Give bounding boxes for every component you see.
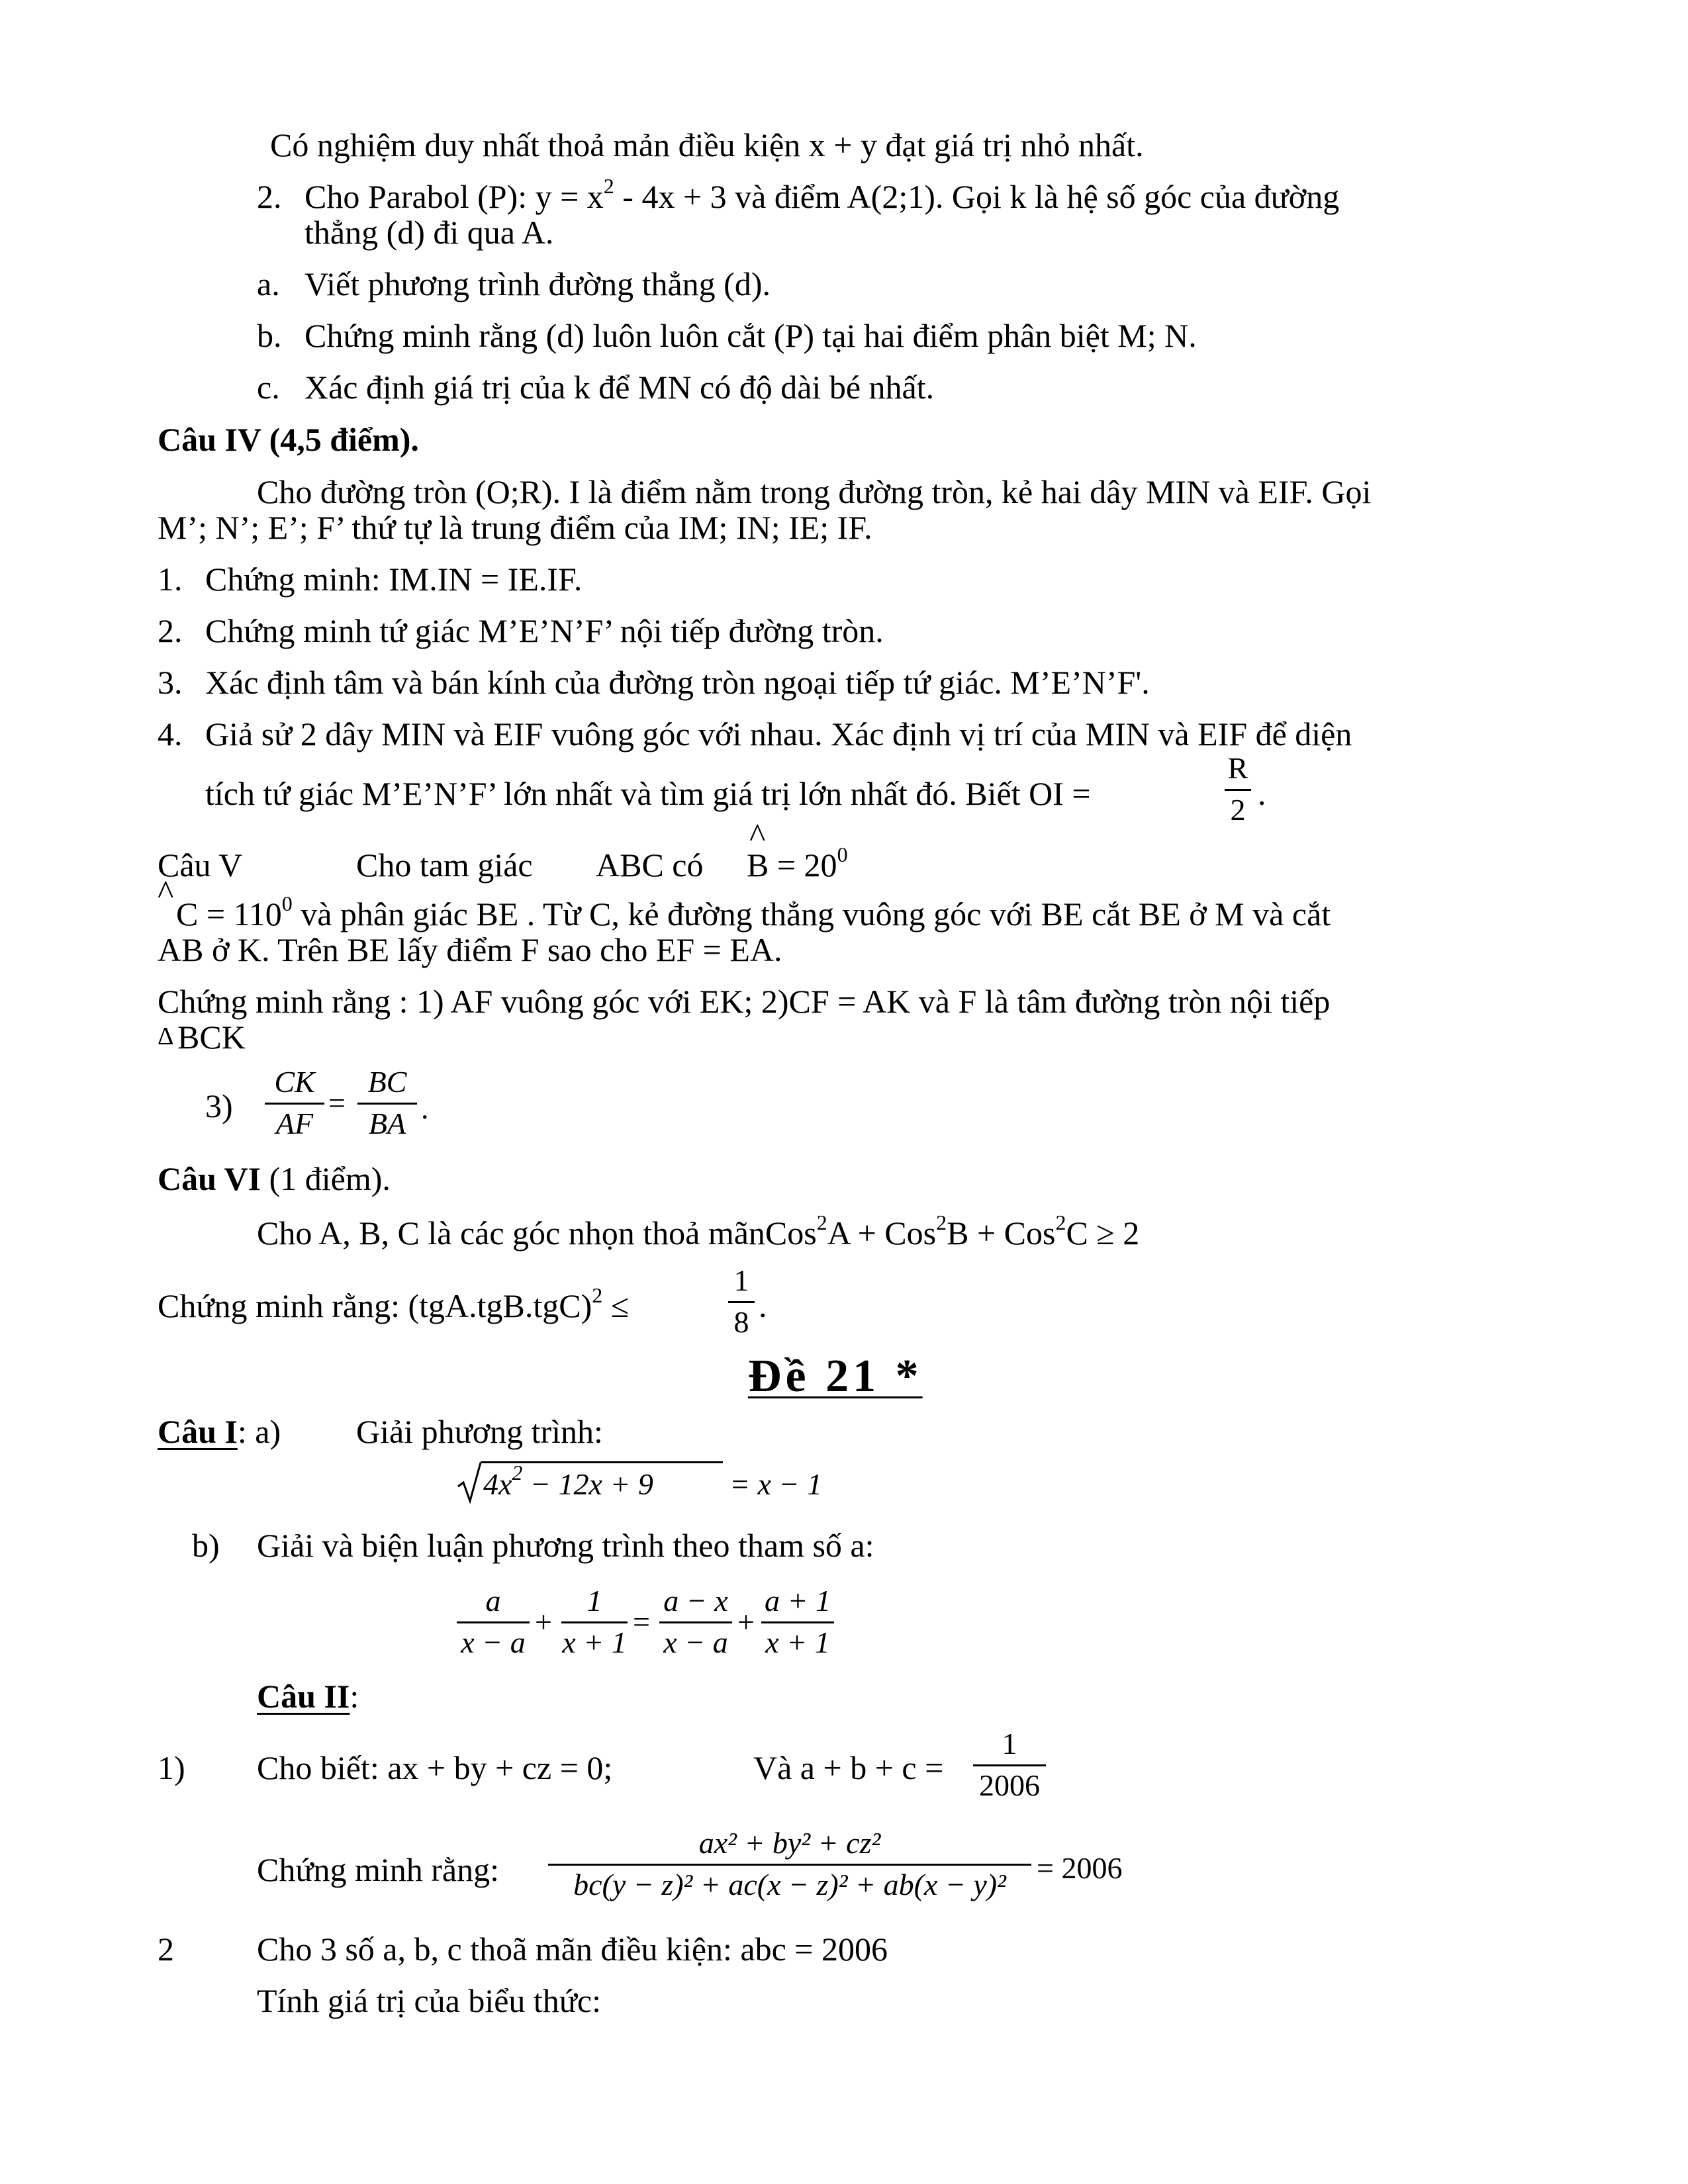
text-line <box>158 1283 630 1325</box>
superscript: 2 <box>603 174 614 198</box>
fraction-a-over-x-minus-a <box>457 1584 530 1659</box>
denominator: 2006 <box>979 1768 1040 1802</box>
text: . <box>1258 775 1266 812</box>
list-number: 2. <box>257 178 282 215</box>
text-line <box>205 715 1352 753</box>
text: M’; N’; E’; F’ thứ tự là trung điểm của IM; IN; IE; IF. <box>158 509 872 546</box>
list-item <box>158 663 183 702</box>
list-number: 3. <box>158 664 183 701</box>
fraction-bar <box>265 1103 324 1105</box>
rhs: = x − 1 <box>729 1467 822 1501</box>
list-number: a. <box>257 265 280 302</box>
text: - 4x + 3 và điểm A(2;1). Gọi k là hệ số góc của đường <box>614 178 1340 215</box>
fraction-1-over-2006 <box>973 1727 1046 1802</box>
text: B = 20 <box>747 846 837 884</box>
big-fraction <box>548 1827 1031 1901</box>
plus-sign <box>737 1604 755 1639</box>
radicand <box>483 1461 653 1502</box>
list-number: c. <box>257 369 280 406</box>
list-item <box>257 177 282 216</box>
text-line <box>305 213 553 251</box>
text: tích tứ giác M’E’N’F’ lớn nhất và tìm giá trị lớn nhất đó. Biết OI = <box>205 775 1091 812</box>
text-line <box>305 368 934 406</box>
fraction-bar <box>728 1301 755 1303</box>
title-text: Đề 21 * <box>748 1351 923 1402</box>
text: B + Cos <box>947 1214 1056 1251</box>
fraction-1-over-x-plus-1 <box>561 1584 628 1659</box>
numerator: BC <box>367 1065 407 1099</box>
denominator: 2 <box>1230 793 1246 827</box>
heading-text: Câu II <box>257 1678 350 1715</box>
superscript: 0 <box>281 891 293 915</box>
denominator: bc(y − z)² + ac(x − z)² + ab(x − y)² <box>573 1868 1006 1901</box>
angle-hat-icon: ^ <box>158 874 174 912</box>
section-heading <box>257 1677 359 1715</box>
text-line <box>305 174 1340 216</box>
text: Có nghiệm duy nhất thoả mản điều kiện x + y đạt giá trị nhỏ nhất. <box>270 126 1144 163</box>
denominator: x − a <box>461 1625 526 1659</box>
text-line <box>158 931 782 969</box>
denominator: BA <box>368 1107 406 1140</box>
text: Cho tam giác <box>356 846 533 884</box>
text-line <box>257 1930 888 1968</box>
text: A + Cos <box>827 1214 937 1251</box>
text-line <box>158 1412 281 1451</box>
fraction-bar <box>659 1621 732 1623</box>
text-line <box>759 1287 767 1325</box>
list-number: 2. <box>158 612 183 649</box>
list-item <box>158 612 183 650</box>
text: 3) <box>205 1087 233 1124</box>
fraction-bar <box>548 1864 1031 1866</box>
fraction-ck-over-af <box>265 1066 324 1140</box>
text-line <box>158 508 872 547</box>
text: Tính giá trị của biểu thức: <box>257 1982 601 2019</box>
superscript: 0 <box>837 842 848 866</box>
fraction-bar <box>357 1103 417 1105</box>
angle-hat-icon: ^ <box>749 817 766 855</box>
fraction-bar <box>457 1621 530 1623</box>
text-line <box>257 1210 1140 1252</box>
text-line <box>205 1087 233 1125</box>
fraction-a-plus-1-over-x-plus-1 <box>761 1584 834 1659</box>
numerator: a − x <box>663 1584 728 1617</box>
sqrt-sign-icon <box>457 1460 483 1506</box>
text-line <box>257 1526 874 1565</box>
superscript: 2 <box>1055 1210 1066 1234</box>
text-line <box>205 560 582 598</box>
numerator: 1 <box>1002 1727 1017 1760</box>
text: C ≥ 2 <box>1066 1214 1140 1251</box>
section-heading <box>158 1160 391 1198</box>
text-line <box>158 982 1330 1021</box>
triangle-symbol <box>158 1022 173 1051</box>
text: . <box>759 1287 767 1324</box>
superscript: 2 <box>512 1461 523 1484</box>
list-number: b) <box>192 1527 220 1564</box>
equals-sign <box>328 1085 346 1120</box>
numerator: ax² + by² + cz² <box>698 1826 881 1860</box>
numerator: 1 <box>586 1584 602 1617</box>
text: + <box>737 1605 755 1639</box>
heading-text: Câu IV (4,5 điểm). <box>158 421 419 458</box>
text: Xác định giá trị của k để MN có độ dài bé nhất. <box>305 369 935 406</box>
text: 4x <box>483 1467 512 1501</box>
text-line <box>305 265 771 303</box>
text: Chứng minh: IM.IN = IE.IF. <box>205 561 583 598</box>
list-item <box>158 715 183 753</box>
text-line <box>205 612 884 650</box>
text-line <box>257 473 1371 511</box>
superscript: 2 <box>816 1210 827 1234</box>
text-line <box>205 774 1091 813</box>
text: = 2006 <box>1037 1851 1123 1885</box>
denominator: x − a <box>663 1625 728 1659</box>
text: = <box>328 1086 346 1120</box>
text-line <box>176 891 1331 933</box>
denominator: AF <box>275 1107 314 1140</box>
text: thẳng (d) đi qua A. <box>305 214 554 251</box>
denominator: x + 1 <box>765 1625 830 1659</box>
numerator: a <box>485 1584 501 1617</box>
list-item <box>257 265 280 303</box>
text-line <box>356 846 533 884</box>
text-line <box>257 1749 612 1787</box>
text: : <box>350 1678 359 1715</box>
fraction-bar <box>761 1621 834 1623</box>
text: Và a + b + c = <box>753 1749 944 1786</box>
text-line <box>205 663 1150 702</box>
text: BCK <box>177 1019 246 1056</box>
numerator: R <box>1227 751 1248 785</box>
numerator: CK <box>274 1065 315 1099</box>
section-heading <box>158 420 419 459</box>
numerator: a + 1 <box>764 1584 831 1617</box>
text-line <box>177 1018 246 1056</box>
list-item <box>192 1526 220 1565</box>
text: (1 điểm). <box>261 1160 391 1197</box>
text: Giải và biện luận phương trình theo tham số a: <box>257 1527 874 1564</box>
text-line <box>753 1749 943 1787</box>
fraction-a-minus-x-over-x-minus-a <box>659 1584 732 1659</box>
fraction-bar <box>973 1764 1046 1766</box>
text: Cho Parabol (P): y = x <box>305 178 604 215</box>
text: Chứng minh rằng: <box>257 1851 499 1888</box>
list-item <box>158 1930 174 1968</box>
text: AB ở K. Trên BE lấy điểm F sao cho EF = EA. <box>158 931 782 968</box>
denominator: 8 <box>733 1305 749 1339</box>
text: và phân giác BE . Từ C, kẻ đường thẳng vuông góc với BE cắt BE ở M và cắt <box>292 895 1331 933</box>
text-line <box>421 1091 429 1126</box>
text: Cho A, B, C là các góc nhọn thoả mãnCos <box>257 1214 817 1251</box>
list-item <box>257 368 280 406</box>
superscript: 2 <box>592 1283 603 1307</box>
fraction-bar <box>561 1621 628 1623</box>
text: = <box>633 1605 650 1639</box>
text: − 12x + 9 <box>522 1467 653 1501</box>
text-line <box>257 1850 499 1889</box>
text: Chứng minh rằng : 1) AF vuông góc với EK; 2)CF = AK và F là tâm đường tròn nội tiếp <box>158 983 1331 1020</box>
text: Xác định tâm và bán kính của đường tròn ngoại tiếp tứ giác. M’E’N’F'. <box>205 664 1150 701</box>
exam-title <box>748 1350 923 1403</box>
fraction-bc-over-ba <box>357 1066 417 1140</box>
list-number: 4. <box>158 715 183 752</box>
text: : a) <box>237 1413 281 1450</box>
equation-rhs <box>1037 1850 1122 1886</box>
text: Giải phương trình: <box>356 1413 603 1450</box>
text-line <box>305 316 1197 355</box>
text-line <box>1258 774 1266 813</box>
plus-sign <box>535 1604 552 1639</box>
list-number: 1) <box>158 1749 185 1786</box>
fraction-bar <box>1225 789 1251 791</box>
heading-text: Câu I <box>158 1413 238 1450</box>
list-item <box>257 316 282 355</box>
text: Chứng minh rằng: (tgA.tgB.tgC) <box>158 1287 592 1324</box>
list-number: b. <box>257 317 282 354</box>
numerator: 1 <box>733 1263 749 1297</box>
text: . <box>421 1091 429 1125</box>
equals-sign <box>633 1604 650 1639</box>
text: Chứng minh tứ giác M’E’N’F’ nội tiếp đường tròn. <box>205 612 884 649</box>
text: Viết phương trình đường thẳng (d). <box>305 265 771 302</box>
text: Cho đường tròn (O;R). I là điểm nằm trong đường tròn, kẻ hai dây MIN và EIF. Gọi <box>257 473 1372 510</box>
text: Δ <box>158 1023 174 1050</box>
text: Cho biết: ax + by + cz = 0; <box>257 1749 613 1786</box>
text: ≤ <box>602 1287 630 1324</box>
list-item <box>158 560 183 598</box>
text: + <box>535 1605 552 1639</box>
text-line <box>596 846 704 884</box>
text: ABC có <box>596 846 704 884</box>
text: Chứng minh rằng (d) luôn luôn cắt (P) tại hai điểm phân biệt M; N. <box>305 317 1197 354</box>
list-number: 2 <box>158 1931 174 1968</box>
heading-text: Câu VI <box>158 1160 261 1197</box>
fraction-r-over-2 <box>1225 752 1251 827</box>
list-item <box>158 1749 185 1787</box>
text-line <box>747 842 848 884</box>
text-line <box>257 1981 601 2020</box>
text: Cho 3 số a, b, c thoã mãn điều kiện: abc = 2006 <box>257 1931 888 1968</box>
list-number: 1. <box>158 561 183 598</box>
superscript: 2 <box>936 1210 947 1234</box>
denominator: x + 1 <box>562 1625 627 1659</box>
fraction-1-over-8 <box>728 1264 755 1339</box>
text-line <box>356 1412 603 1451</box>
text: Câu V <box>158 846 243 884</box>
text: C = 110 <box>176 895 282 933</box>
text-line <box>270 126 1144 164</box>
text: Giả sử 2 dây MIN và EIF vuông góc với nhau. Xác định vị trí của MIN và EIF để diện <box>205 715 1352 752</box>
